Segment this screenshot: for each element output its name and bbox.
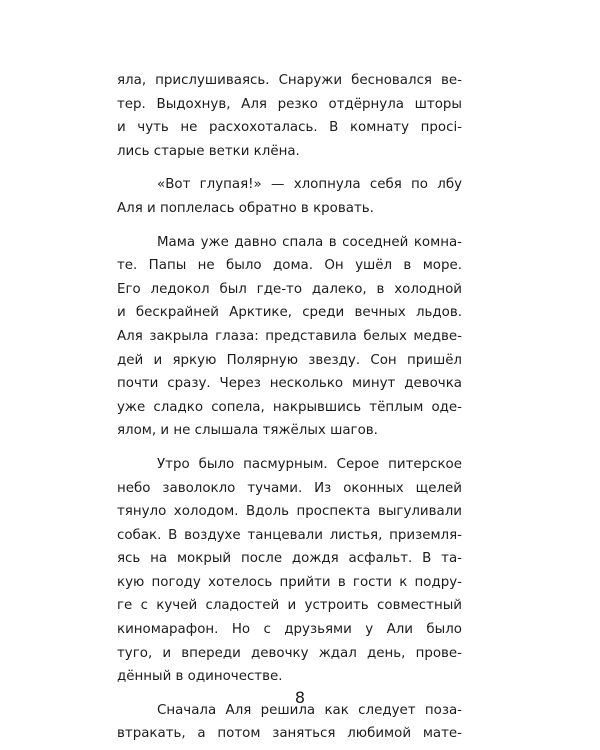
text-line: дей и яркую Полярную звезду. Сон пришёл: [117, 352, 462, 368]
text-line: ге с кучей сладостей и устроить совместный: [117, 598, 462, 614]
text-line: «Вот глупая!» — хлопнула себя по лбу: [157, 177, 462, 193]
text-line: ясь на мокрый после дождя асфальт. В та-: [117, 551, 462, 567]
body-text: [117, 69, 462, 746]
text-line: Аля и поплелась обратно в кровать.: [117, 200, 374, 216]
text-line: дённый в одиночестве.: [117, 669, 283, 685]
text-line: тер. Выдохнув, Аля резко отдёрнула шторы: [117, 96, 462, 112]
text-line: Аля закрыла глаза: представила белых медве-: [117, 328, 462, 344]
paragraph-gap: [117, 221, 462, 231]
text-line: киномарафон. Но с друзьями у Али было: [117, 622, 462, 638]
paragraph-gap: [117, 443, 462, 453]
text-line: Утро было пасмурным. Серое питерское: [157, 456, 462, 472]
text-line: яла, прислушиваясь. Снаружи бесновался ве-: [117, 73, 462, 88]
text-line: Его ледокол был где-то далеко, в холодной: [117, 281, 462, 297]
text-line: те. Папы не было дома. Он ушёл в море.: [117, 258, 462, 274]
text-line: собак. В воздухе танцевали листья, приземля-: [117, 527, 462, 543]
text-line: небо заволокло тучами. Из оконных щелей: [117, 480, 462, 496]
paragraph-gap: [117, 163, 462, 173]
text-line: и чуть не расхохоталась. В комнату просі-: [117, 120, 462, 136]
text-line: туго, и впереди девочку ждал день, прове-: [117, 645, 462, 661]
text-line: втракать, а потом заняться любимой мате-: [117, 726, 462, 742]
text-line: почти сразу. Через несколько минут девочка: [117, 376, 462, 392]
text-line: ялом, и не слышала тяжёлых шагов.: [117, 423, 378, 439]
page-number: 8: [294, 688, 306, 707]
text-line: лись старые ветки клёна.: [117, 143, 300, 159]
text-line: тянуло холодом. Вдоль проспекта выгуливали: [117, 504, 462, 520]
text-line: кую погоду хотелось прийти в гости к подру-: [117, 574, 462, 590]
text-line: Сначала Аля решила как следует поза-: [157, 702, 462, 718]
text-line: и бескрайней Арктике, среди вечных льдов.: [117, 305, 462, 321]
text-line: Мама уже давно спала в соседней комна-: [157, 234, 462, 250]
text-line: уже сладко сопела, накрывшись тёплым оде-: [117, 399, 462, 415]
